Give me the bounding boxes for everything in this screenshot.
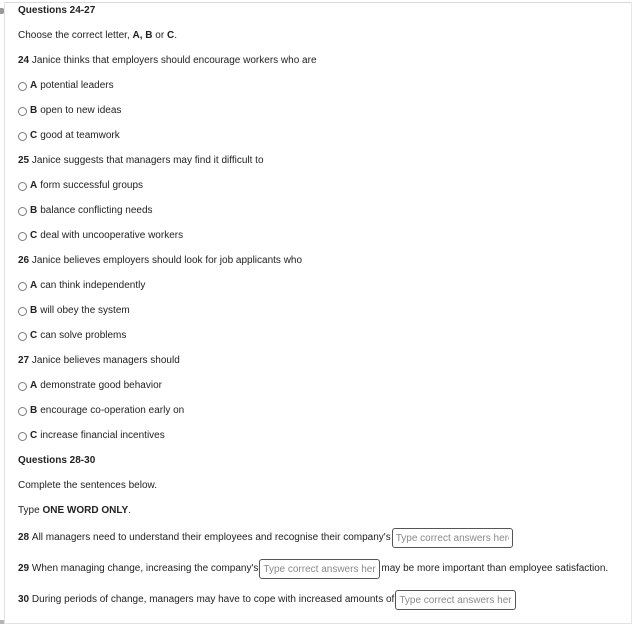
radio-button[interactable] bbox=[18, 132, 27, 141]
option-text: can think independently bbox=[40, 280, 146, 291]
radio-button[interactable] bbox=[18, 232, 27, 241]
radio-button[interactable] bbox=[18, 182, 27, 191]
question-text: Janice thinks that employers should encourage workers who are bbox=[31, 55, 317, 66]
answer-input-29[interactable] bbox=[259, 559, 380, 579]
option-26-a[interactable] bbox=[18, 280, 145, 292]
option-27-b[interactable] bbox=[18, 405, 184, 417]
option-letter: A bbox=[30, 280, 38, 291]
option-text: will obey the system bbox=[40, 305, 130, 316]
radio-button[interactable] bbox=[18, 407, 27, 416]
option-25-a[interactable] bbox=[18, 180, 143, 192]
question-30 bbox=[18, 590, 517, 610]
option-25-b[interactable] bbox=[18, 205, 153, 217]
option-text: deal with uncooperative workers bbox=[40, 230, 184, 241]
radio-button[interactable] bbox=[18, 332, 27, 341]
instruction-text: or bbox=[152, 30, 167, 41]
panel-border-top bbox=[4, 2, 632, 3]
question-number: 28 bbox=[18, 532, 30, 543]
question-text: During periods of change, managers may have to cope with increased amounts of bbox=[31, 594, 395, 605]
radio-button[interactable] bbox=[18, 207, 27, 216]
question-text-after: may be more important than employee satisfaction. bbox=[381, 563, 609, 574]
option-27-a[interactable] bbox=[18, 380, 162, 392]
section-heading-24-27: Questions 24-27 bbox=[18, 5, 96, 16]
option-text: balance conflicting needs bbox=[40, 205, 153, 216]
question-text: All managers need to understand their employees and recognise their company's bbox=[31, 532, 391, 543]
option-text: demonstrate good behavior bbox=[40, 380, 162, 391]
option-letter: C bbox=[30, 430, 38, 441]
panel-border-right bbox=[631, 2, 632, 624]
option-letter: B bbox=[30, 405, 38, 416]
option-text: can solve problems bbox=[40, 330, 127, 341]
section-instruction-2: Complete the sentences below. bbox=[18, 480, 157, 491]
option-letter: B bbox=[30, 305, 38, 316]
question-28 bbox=[18, 528, 514, 548]
question-29 bbox=[18, 559, 608, 579]
question-number: 30 bbox=[18, 594, 30, 605]
instruction-text: . bbox=[128, 505, 131, 516]
radio-button[interactable] bbox=[18, 432, 27, 441]
word-limit-emphasis: ONE WORD ONLY bbox=[42, 505, 129, 516]
question-number: 26 bbox=[18, 255, 30, 266]
answer-input-30[interactable] bbox=[395, 590, 516, 610]
option-letter: A bbox=[30, 180, 38, 191]
option-letter: A bbox=[30, 380, 38, 391]
radio-button[interactable] bbox=[18, 382, 27, 391]
option-letter: C bbox=[30, 330, 38, 341]
option-text: potential leaders bbox=[40, 80, 114, 91]
option-text: open to new ideas bbox=[40, 105, 122, 116]
question-text: Janice suggests that managers may find it difficult to bbox=[31, 155, 264, 166]
option-24-c[interactable] bbox=[18, 130, 120, 142]
option-25-c[interactable] bbox=[18, 230, 183, 242]
instruction-text: Choose the correct letter, bbox=[18, 30, 133, 41]
option-26-c[interactable] bbox=[18, 330, 126, 342]
question-25-stem bbox=[18, 155, 264, 167]
answer-input-28[interactable] bbox=[392, 528, 513, 548]
question-number: 29 bbox=[18, 563, 30, 574]
option-letter: C bbox=[30, 230, 38, 241]
scroll-indicator-bottom bbox=[0, 620, 4, 624]
instruction-letters: A, B bbox=[132, 30, 153, 41]
option-24-b[interactable] bbox=[18, 105, 121, 117]
option-text: increase financial incentives bbox=[40, 430, 165, 441]
option-27-c[interactable] bbox=[18, 430, 165, 442]
option-24-a[interactable] bbox=[18, 80, 114, 92]
option-text: form successful groups bbox=[40, 180, 144, 191]
option-text: encourage co-operation early on bbox=[40, 405, 185, 416]
option-text: good at teamwork bbox=[40, 130, 120, 141]
scroll-indicator-top bbox=[0, 8, 4, 14]
question-text: Janice believes employers should look for job applicants who bbox=[31, 255, 303, 266]
option-26-b[interactable] bbox=[18, 305, 130, 317]
word-limit-instruction bbox=[18, 505, 131, 517]
question-27-stem bbox=[18, 355, 180, 367]
instruction-text: Type bbox=[18, 505, 43, 516]
question-number: 24 bbox=[18, 55, 30, 66]
option-letter: C bbox=[30, 130, 38, 141]
option-letter: A bbox=[30, 80, 38, 91]
option-letter: B bbox=[30, 105, 38, 116]
radio-button[interactable] bbox=[18, 307, 27, 316]
option-letter: B bbox=[30, 205, 38, 216]
section-heading-28-30: Questions 28-30 bbox=[18, 455, 96, 466]
question-number: 27 bbox=[18, 355, 30, 366]
instruction-text: . bbox=[174, 30, 177, 41]
section-instruction bbox=[18, 30, 177, 42]
question-number: 25 bbox=[18, 155, 30, 166]
question-26-stem bbox=[18, 255, 302, 267]
instruction-letter-c: C bbox=[166, 30, 175, 41]
radio-button[interactable] bbox=[18, 282, 27, 291]
radio-button[interactable] bbox=[18, 107, 27, 116]
radio-button[interactable] bbox=[18, 82, 27, 91]
question-text: Janice believes managers should bbox=[31, 355, 180, 366]
panel-border-bottom bbox=[4, 623, 632, 624]
question-text: When managing change, increasing the company's bbox=[31, 563, 259, 574]
panel-border-left bbox=[4, 2, 5, 624]
question-24-stem bbox=[18, 55, 317, 67]
